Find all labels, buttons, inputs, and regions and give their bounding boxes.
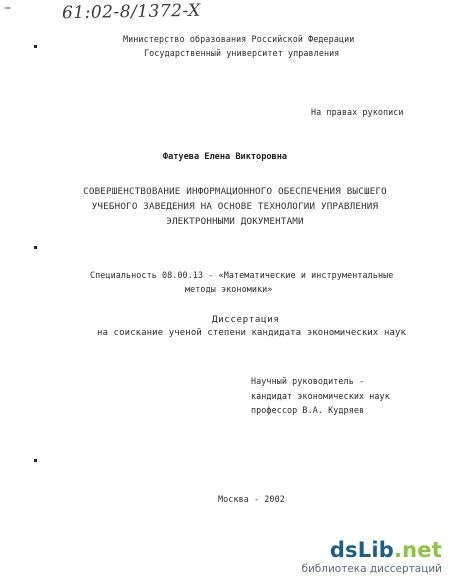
dslib-tagline: библиотека диссертаций [301, 563, 442, 575]
city-year: Москва - 2002 [218, 494, 285, 504]
dissertation-label: Диссертация [212, 314, 280, 325]
title-line-1: СОВЕРШЕНСТВОВАНИЕ ИНФОРМАЦИОННОГО ОБЕСПЕЧЕНИЯ ВЫСШЕГО [83, 186, 387, 197]
margin-dash-mark: – [4, 0, 11, 16]
author-name: Фатуева Елена Викторовна [162, 152, 288, 162]
manuscript-rights-note: На правах рукописи [311, 107, 404, 117]
dslib-logo [301, 538, 442, 562]
supervisor-line-2: кандидат экономических наук [251, 391, 390, 401]
title-line-3: ЭЛЕКТРОННЫМИ ДОКУМЕНТАМИ [166, 216, 304, 227]
dissertation-title [20, 184, 450, 229]
university-heading: Государственный университет управления [144, 48, 340, 58]
degree-purpose: на соискание ученой степени кандидата экономических наук [97, 328, 407, 338]
dslib-watermark [301, 538, 442, 575]
dslib-logo-tld: .net [393, 538, 442, 562]
handwritten-catalog-number: 61:02-8/1372-X [61, 0, 201, 24]
supervisor-line-1: Научный руководитель - [251, 376, 365, 386]
supervisor-line-3: профессор В.А. Кудряев [251, 405, 365, 415]
binding-mark-middle [34, 246, 37, 249]
ministry-heading: Министерство образования Российской Федерации [123, 34, 355, 44]
dslib-logo-main: dsLib [329, 538, 394, 562]
specialty-line-1: Специальность 08.00.13 - «Математические и инструментальные [90, 270, 394, 280]
binding-mark-top [34, 45, 37, 48]
title-line-2: УЧЕБНОГО ЗАВЕДЕНИЯ НА ОСНОВЕ ТЕХНОЛОГИИ УПРАВЛЕНИЯ [91, 201, 379, 212]
specialty-line-2: методы экономики» [185, 284, 273, 294]
binding-mark-bottom [34, 459, 37, 462]
